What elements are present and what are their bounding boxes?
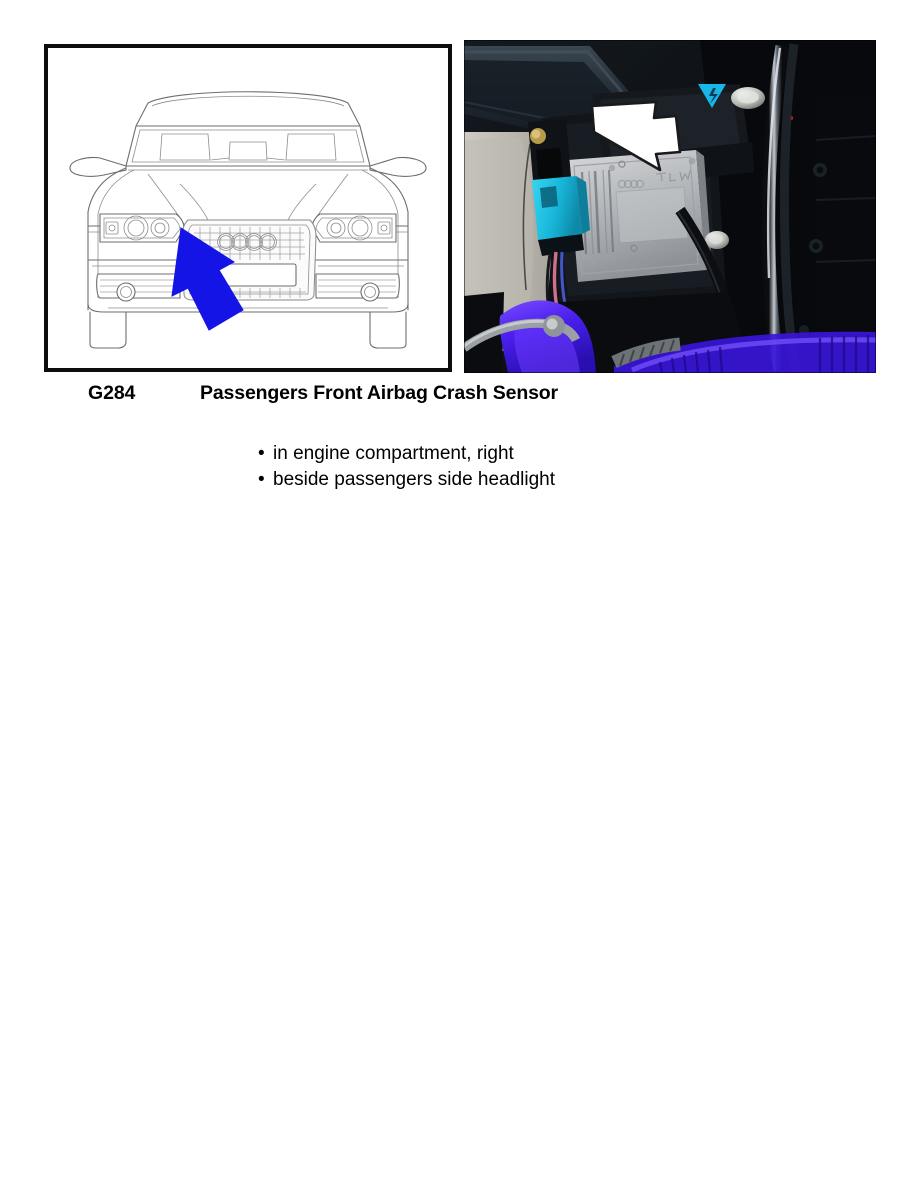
list-item — [258, 467, 778, 493]
list-item-label: in engine compartment, right — [273, 443, 514, 464]
vehicle-front-view-illustration — [44, 44, 452, 372]
caption — [44, 382, 844, 410]
component-title: Passengers Front Airbag Crash Sensor — [200, 382, 558, 404]
engine-bay-photo — [464, 40, 876, 373]
bullet-icon: • — [258, 469, 265, 490]
list-item — [258, 441, 778, 467]
component-code: G284 — [88, 382, 136, 404]
bullet-icon: • — [258, 443, 265, 464]
location-notes-list — [258, 441, 778, 493]
right-headlight — [312, 214, 396, 242]
electrical-connector — [532, 176, 590, 256]
left-headlight — [100, 214, 184, 242]
engine-bay-photo-svg — [464, 40, 876, 373]
vehicle-line-drawing-svg — [48, 48, 448, 368]
list-item-label: beside passengers side headlight — [273, 469, 556, 490]
